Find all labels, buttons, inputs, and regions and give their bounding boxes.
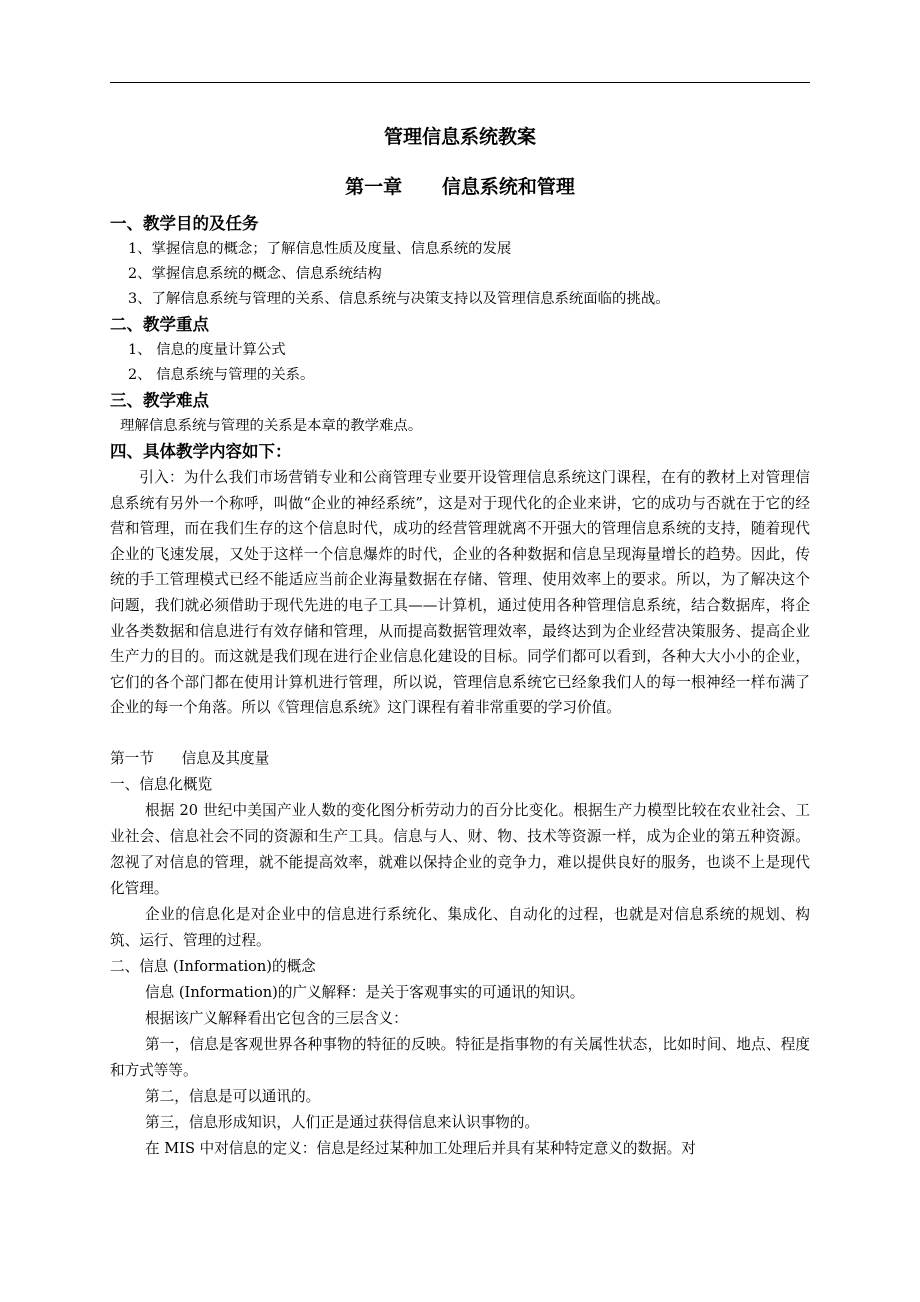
key-point-item-1: 1、 信息的度量计算公式 [128,342,286,358]
section-heading-difficulties: 三、教学难点 [110,391,209,410]
info-paragraph-3: 第一，信息是客观世界各种事物的特征的反映。特征是指事物的有关属性状态，比如时间、地点、程度和方式等等。 [110,1035,810,1079]
difficulty-text: 理解信息系统与管理的关系是本章的教学难点。 [120,418,423,434]
overview-paragraph-2: 企业的信息化是对企业中的信息进行系统化、集成化、自动化的过程，也就是对信息系统的规划、构筑、运行、管理的过程。 [110,905,810,949]
objective-item-1: 1、掌握信息的概念；了解信息性质及度量、信息系统的发展 [128,241,512,257]
section-heading-objectives: 一、教学目的及任务 [110,214,259,233]
objective-item-3: 3、了解信息系统与管理的关系、信息系统与决策支持以及管理信息系统面临的挑战。 [128,291,670,307]
chapter-title: 第一章 信息系统和管理 [345,176,575,198]
section1-title: 第一节 信息及其度量 [110,749,270,767]
info-paragraph-6: 在 MIS 中对信息的定义：信息是经过某种加工处理后并具有某种特定意义的数据。对 [145,1139,696,1157]
intro-paragraph: 引入：为什么我们市场营销专业和公商管理专业要开设管理信息系统这门课程，在有的教材上对管理信息系统有另外一个称呼，叫做“企业的神经系统”，这是对于现代化的企业来讲，它的成功与否就在于它的经营和管理，而在我们生存的这个信息时代，成功的经营管理就离不开强大的管理信息系统的支持，随着现代企业的飞速发展，又处于这样一个信息爆炸的时代，企业的各种数据和信息呈现海量增长的趋势。因此，传统的手工管理模式已经不能适应当前企业海量数据在存储、管理、使用效率上的要求。所以，为了解决这个问题，我们就必须借助于现代先进的电子工具——计算机，通过使用各种管理信息系统，结合数据库，将企业各类数据和信息进行有效存储和管理，从而提高数据管理效率，最终达到为企业经营决策服务、提高企业生产力的目的。而这就是我们现在进行企业信息化建设的目标。同学们都可以看到，各种大大小小的企业，它们的各个部门都在使用计算机进行管理，所以说，管理信息系统它已经象我们人的每一根神经一样布满了企业的每一个角落。所以《管理信息系统》这门课程有着非常重要的学习价值。 [110,469,810,717]
info-paragraph-5: 第三，信息形成知识，人们正是通过获得信息来认识事物的。 [145,1113,540,1131]
overview-paragraph-1: 根据 20 世纪中美国产业人数的变化图分析劳动力的百分比变化。根据生产力模型比较在农业社会、工业社会、信息社会不同的资源和生产工具。信息与人、财、物、技术等资源一样，成为企业的第五种资源。忽视了对信息的管理，就不能提高效率，就难以保持企业的竞争力，难以提供良好的服务，也谈不上是现代化管理。 [110,801,810,897]
section-heading-key-points: 二、教学重点 [110,315,209,334]
info-paragraph-2: 根据该广义解释看出它包含的三层含义： [145,1009,408,1027]
key-point-item-2: 2、 信息系统与管理的关系。 [128,367,315,383]
info-paragraph-1: 信息 (Information)的广义解释：是关于客观事实的可通讯的知识。 [145,983,585,1001]
objective-item-2: 2、掌握信息系统的概念、信息系统结构 [128,266,382,282]
document-title: 管理信息系统教案 [383,126,536,148]
subsection-heading-overview: 一、信息化概览 [110,775,213,793]
subsection-heading-information: 二、信息 (Information)的概念 [110,957,316,975]
header-rule [110,82,810,83]
document-body [110,211,810,1162]
spacer [110,721,810,746]
info-paragraph-4: 第二，信息是可以通讯的。 [145,1087,321,1105]
section-heading-content: 四、具体教学内容如下： [110,442,292,461]
